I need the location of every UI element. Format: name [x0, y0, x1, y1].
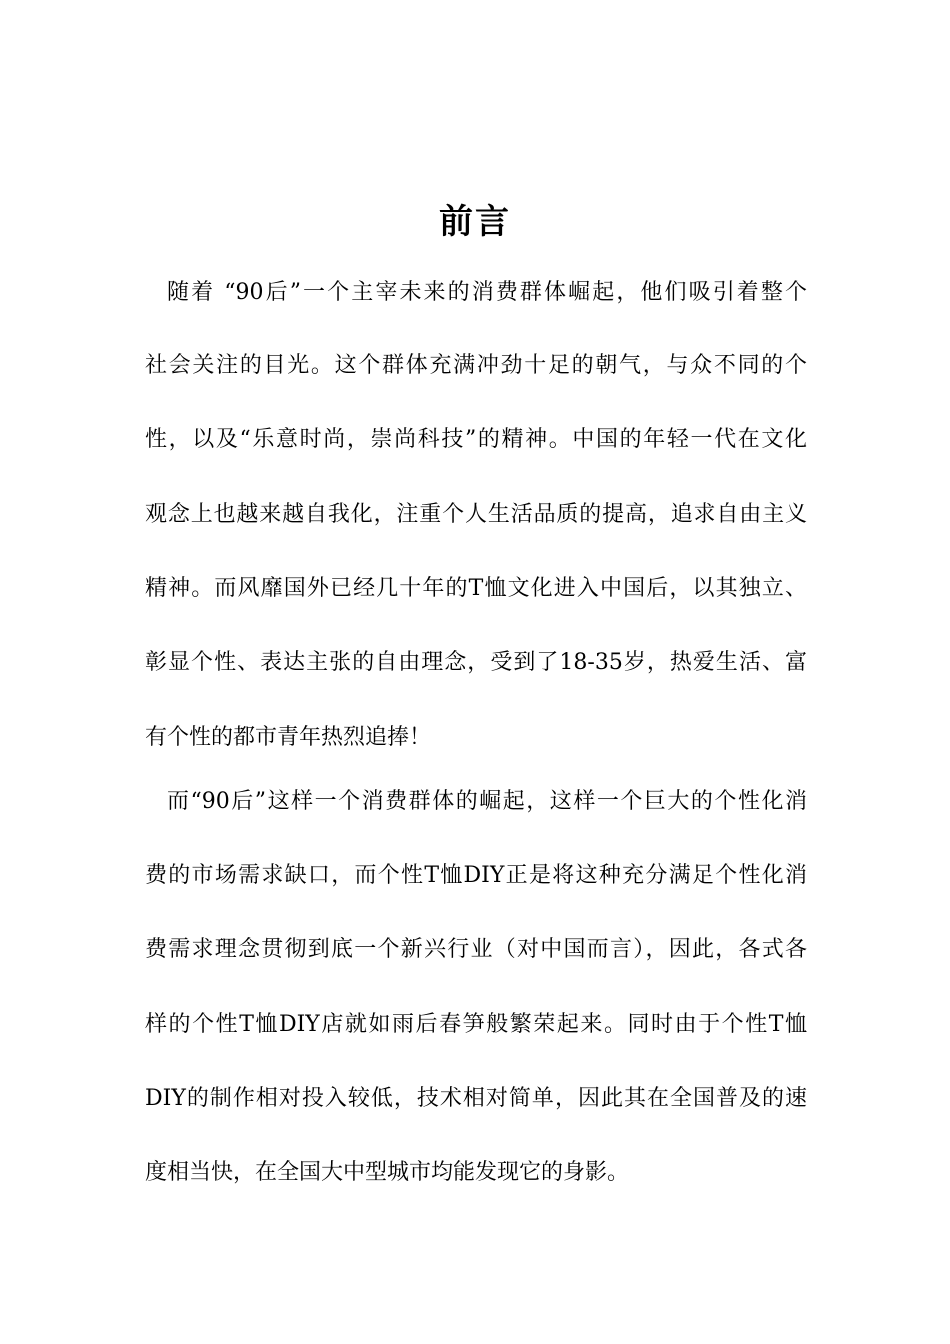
paragraph-line: 费的市场需求缺口，而个性T恤DIY正是将这种充分满足个性化消: [145, 863, 807, 888]
paragraph-line: 样的个性T恤DIY店就如雨后春笋般繁荣起来。同时由于个性T恤: [145, 1012, 807, 1037]
paragraph-line: 精神。而风靡国外已经几十年的T恤文化进入中国后，以其独立、: [145, 576, 807, 601]
paragraph-line: 彰显个性、表达主张的自由理念，受到了18-35岁，热爱生活、富: [145, 650, 807, 675]
paragraph-line: 性，以及“乐意时尚，崇尚科技”的精神。中国的年轻一代在文化: [145, 427, 807, 452]
paragraph-line: 有个性的都市青年热烈追捧！: [145, 725, 432, 750]
paragraph-line: DIY的制作相对投入较低，技术相对简单，因此其在全国普及的速: [145, 1086, 807, 1111]
paragraph-line: 而“90后”这样一个消费群体的崛起，这样一个巨大的个性化消: [167, 789, 807, 814]
paragraph-line: 费需求理念贯彻到底一个新兴行业（对中国而言），因此，各式各: [145, 937, 807, 962]
page-title: 前言: [439, 202, 511, 242]
paragraph-line: 度相当快，在全国大中型城市均能发现它的身影。: [145, 1160, 630, 1185]
paragraph-line: 观念上也越来越自我化，注重个人生活品质的提高，追求自由主义: [145, 502, 807, 527]
paragraph-line: 随着 “90后”一个主宰未来的消费群体崛起，他们吸引着整个: [167, 280, 807, 305]
paragraph-line: 社会关注的目光。这个群体充满冲劲十足的朝气，与众不同的个: [145, 353, 807, 378]
